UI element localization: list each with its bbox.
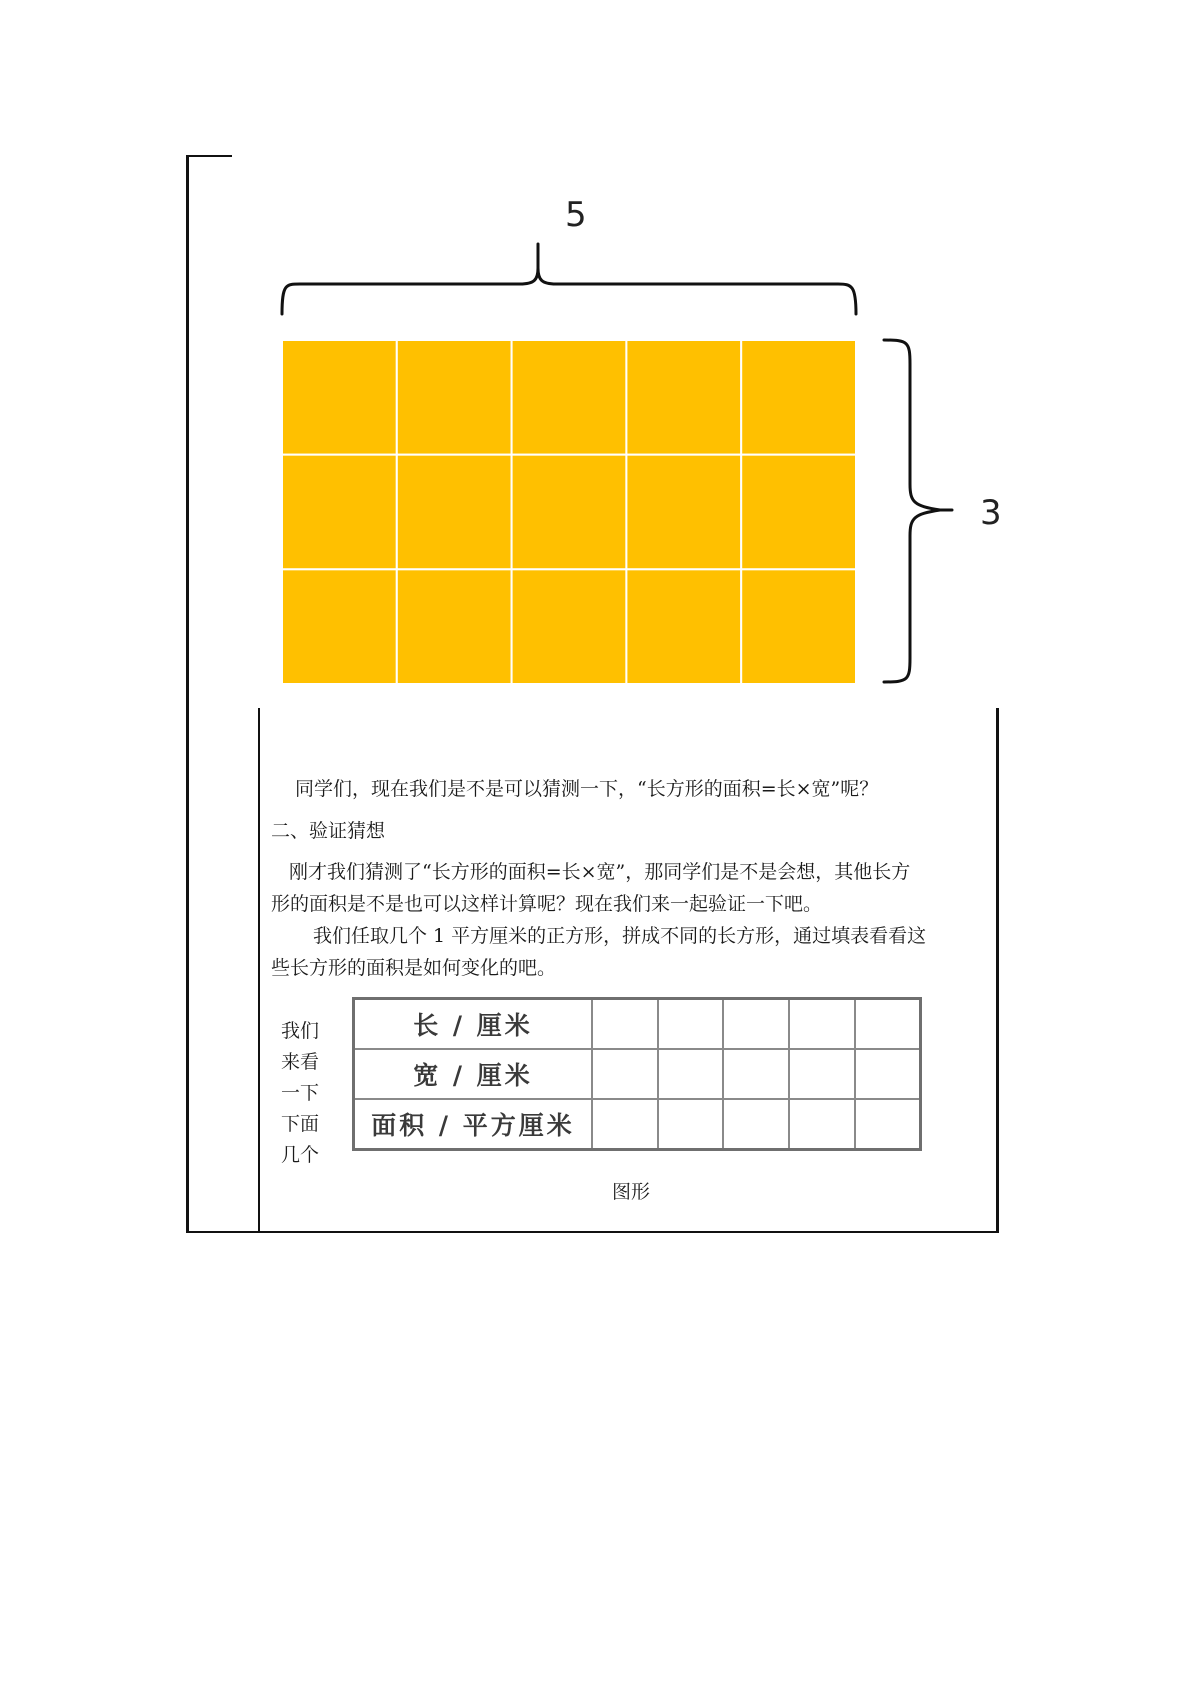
length-label: 5 <box>565 195 587 235</box>
table-row-width <box>354 1049 921 1099</box>
measurement-table <box>352 997 922 1151</box>
unit-square <box>741 455 856 570</box>
blank-cell <box>723 1049 789 1099</box>
guess-question: 同学们，现在我们是不是可以猜测一下，“长方形的面积=长×宽”呢？ <box>295 778 879 800</box>
frame-left-outer-border <box>186 155 189 1233</box>
frame-bottom-border <box>186 1231 999 1233</box>
table-row-length <box>354 999 921 1050</box>
paragraph-2-line-2: 些长方形的面积是如何变化的吧。 <box>271 957 557 979</box>
blank-cell <box>855 1049 921 1099</box>
unit-square-grid <box>282 340 856 684</box>
frame-top-left-stub <box>186 155 232 157</box>
unit-square <box>397 569 512 684</box>
blank-cell <box>658 1049 724 1099</box>
unit-square <box>741 340 856 455</box>
blank-cell <box>789 999 855 1050</box>
unit-square <box>626 455 741 570</box>
unit-square <box>397 455 512 570</box>
unit-square <box>626 569 741 684</box>
right-brace <box>880 334 980 694</box>
table-row-area <box>354 1099 921 1150</box>
section-heading: 二、验证猜想 <box>271 820 386 842</box>
top-brace <box>278 240 878 320</box>
paragraph-1-line-2: 形的面积是不是也可以这样计算呢？现在我们来一起验证一下吧。 <box>271 893 823 915</box>
blank-cell <box>723 999 789 1050</box>
paragraph-2-line-1: 我们任取几个 1 平方厘米的正方形，拼成不同的长方形，通过填表看看这 <box>313 925 927 947</box>
blank-cell <box>855 999 921 1050</box>
row-label-area: 面积 / 平方厘米 <box>354 1099 593 1150</box>
frame-inner-left-border <box>258 708 260 1233</box>
side-note-line: 来看 <box>281 1051 320 1073</box>
side-note-line: 几个 <box>281 1144 320 1166</box>
blank-cell <box>789 1099 855 1150</box>
blank-cell <box>855 1099 921 1150</box>
blank-cell <box>723 1099 789 1150</box>
frame-right-border <box>996 708 999 1233</box>
blank-cell <box>592 999 658 1050</box>
unit-square <box>512 455 627 570</box>
side-note-line: 下面 <box>281 1113 320 1135</box>
blank-cell <box>789 1049 855 1099</box>
unit-square <box>282 340 397 455</box>
width-label: 3 <box>980 493 1002 533</box>
paragraph-1-line-1: 刚才我们猜测了“长方形的面积=长×宽”，那同学们是不是会想，其他长方 <box>289 861 911 883</box>
side-note-line: 一下 <box>281 1082 320 1104</box>
unit-square <box>626 340 741 455</box>
unit-square <box>512 569 627 684</box>
blank-cell <box>592 1049 658 1099</box>
side-note <box>281 1016 333 1171</box>
blank-cell <box>658 999 724 1050</box>
row-label-length: 长 / 厘米 <box>354 999 593 1050</box>
row-label-width: 宽 / 厘米 <box>354 1049 593 1099</box>
unit-square <box>741 569 856 684</box>
side-note-line: 我们 <box>281 1020 320 1042</box>
unit-square <box>282 455 397 570</box>
unit-square <box>397 340 512 455</box>
unit-square <box>512 340 627 455</box>
blank-cell <box>658 1099 724 1150</box>
unit-square <box>282 569 397 684</box>
figure-caption: 图形 <box>612 1181 651 1203</box>
blank-cell <box>592 1099 658 1150</box>
